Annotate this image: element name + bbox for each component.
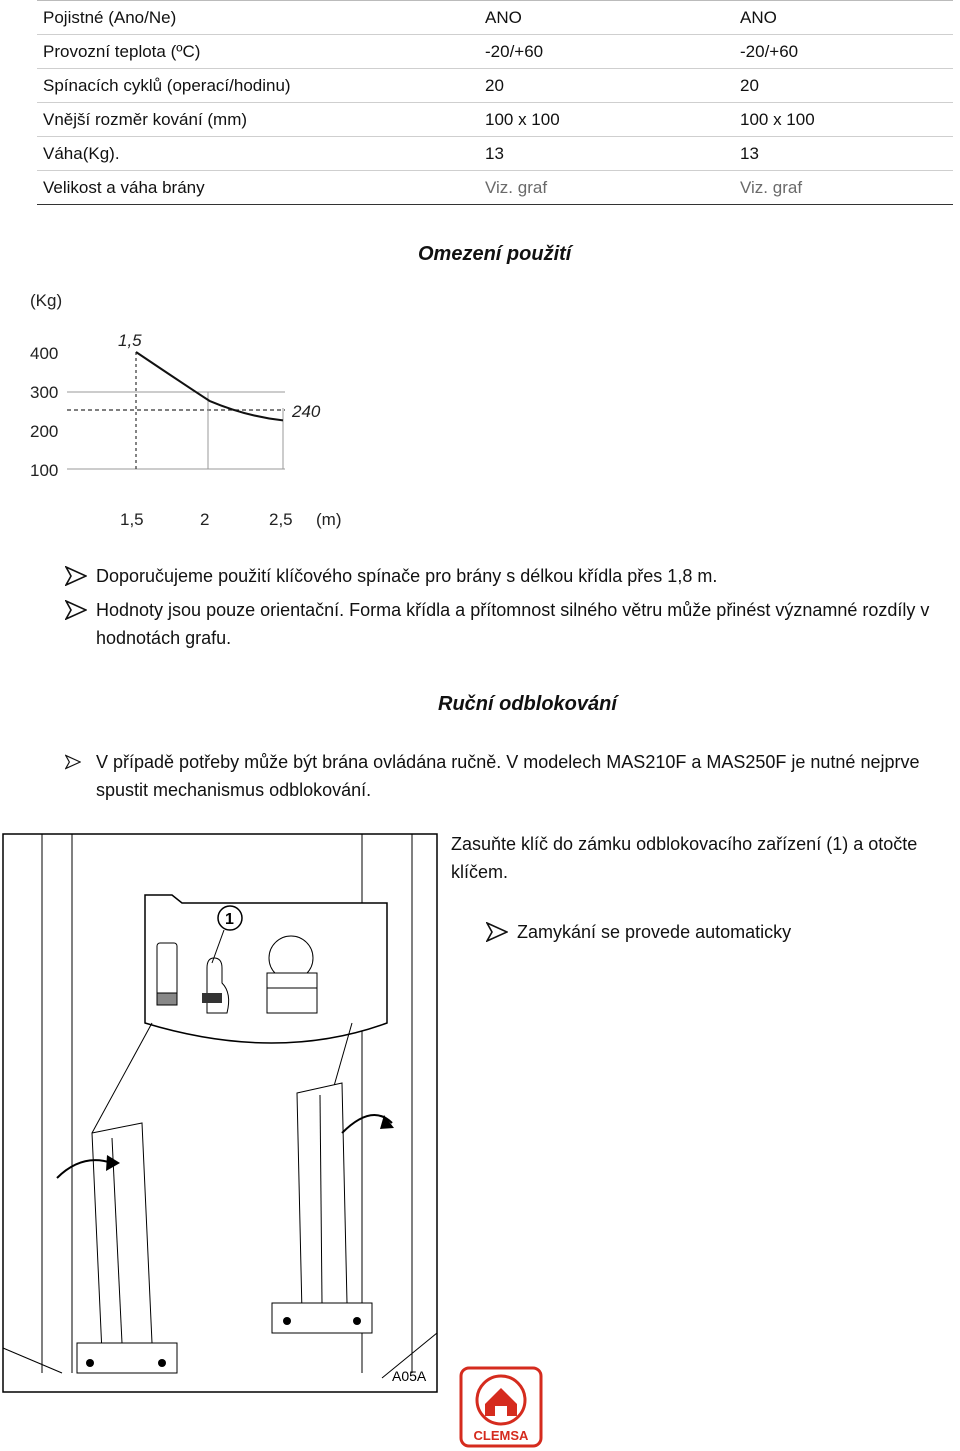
spec-label: Váha(Kg). [43, 143, 120, 163]
bullet-item [65, 562, 960, 590]
spec-label: Spínacích cyklů (operací/hodinu) [43, 75, 291, 95]
spec-value-1: 13 [485, 143, 504, 163]
bullet-text: Doporučujeme použití klíčového spínače pro brány s délkou křídla přes 1,8 m. [96, 566, 718, 586]
table-row [37, 1, 953, 35]
bullet-item [486, 918, 946, 946]
clemsa-logo [459, 1366, 543, 1448]
bullet-text: V případě potřeby může být brána ovládána ručně. V modelech MAS210F a MAS250F je nutné nejprve spustit mechanismus odblokování. [96, 752, 920, 800]
spec-value-1: -20/+60 [485, 41, 544, 61]
weight-length-chart [0, 280, 380, 540]
y-tick-label: 200 [30, 422, 59, 441]
spec-value-1: 100 x 100 [485, 109, 560, 129]
spec-value-1: Viz. graf [485, 177, 548, 197]
bullet-item [65, 596, 960, 652]
spec-value-2: ANO [740, 7, 777, 27]
spec-label: Pojistné (Ano/Ne) [43, 7, 177, 27]
manual-release-illustration [2, 833, 438, 1393]
table-row [37, 171, 953, 205]
instruction-text: Zasuňte klíč do zámku odblokovacího zařízení (1) a otočte klíčem. [451, 834, 918, 882]
arrow-bullet-icon [486, 922, 508, 942]
logo-wordmark: CLEMSA [473, 1428, 529, 1443]
bullet-text: Hodnoty jsou pouze orientační. Forma křídla a přítomnost silného větru může přinést významné rozdíly v hodnotách grafu. [96, 600, 930, 648]
y-axis-label: (Kg) [30, 291, 63, 310]
spec-label: Provozní teplota (ºC) [43, 41, 201, 61]
spec-value-1: 20 [485, 75, 504, 95]
table-row [37, 103, 953, 137]
table-row [37, 69, 953, 103]
bullet-text: Zamykání se provede automaticky [517, 922, 792, 942]
callout-number: 1 [225, 911, 234, 928]
spec-value-2: 13 [740, 143, 759, 163]
spec-value-2: 20 [740, 75, 759, 95]
x-tick-label: 2 [200, 510, 210, 529]
spec-value-2: -20/+60 [740, 41, 799, 61]
table-row [37, 137, 953, 171]
spec-table [37, 0, 953, 205]
bullet-item [65, 748, 960, 804]
limits-title: Omezení použití [418, 243, 572, 265]
curve-end-annotation: 240 [292, 402, 321, 421]
spec-value-1: ANO [485, 7, 522, 27]
arrow-bullet-icon [65, 600, 87, 620]
y-tick-label: 400 [30, 344, 59, 363]
curve-start-annotation: 1,5 [118, 331, 142, 350]
spec-value-2: 100 x 100 [740, 109, 815, 129]
spec-label: Vnější rozměr kování (mm) [43, 109, 248, 129]
table-row [37, 35, 953, 69]
y-tick-label: 300 [30, 383, 59, 402]
x-tick-label: 2,5 [269, 510, 293, 529]
spec-value-2: Viz. graf [740, 177, 803, 197]
spec-label: Velikost a váha brány [43, 177, 205, 197]
x-axis-label: (m) [316, 510, 342, 529]
lock-detail-zoom [145, 895, 387, 1043]
arrow-bullet-icon [65, 566, 87, 586]
manual-title: Ruční odblokování [438, 693, 617, 715]
figure-code: A05A [392, 1368, 427, 1384]
arrow-bullet-icon [65, 754, 81, 770]
x-tick-label: 1,5 [120, 510, 144, 529]
y-tick-label: 100 [30, 461, 59, 480]
